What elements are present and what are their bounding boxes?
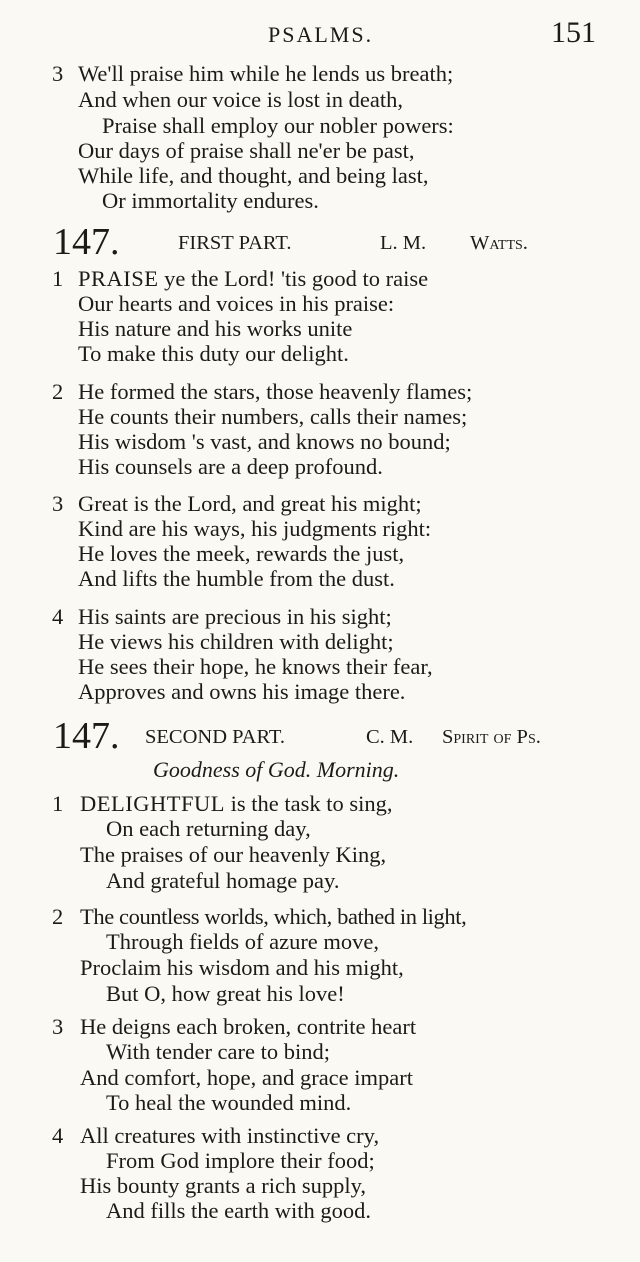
verse-line: His saints are precious in his sight; (78, 604, 392, 629)
stanza-number: 4 (52, 604, 64, 629)
stanza-number: 3 (52, 61, 64, 86)
verse-line: From God implore their food; (106, 1148, 375, 1173)
hymn-author: Watts. (470, 232, 528, 254)
verse-line: And comfort, hope, and grace impart (80, 1065, 414, 1090)
stanza-number: 2 (52, 904, 64, 929)
verse-line: He formed the stars, those heavenly flames; (78, 379, 473, 404)
verse-line: Approves and owns his image there. (78, 679, 406, 704)
verse-line: On each returning day, (106, 816, 311, 841)
hymn-subtitle: Goodness of God. Morning. (153, 757, 400, 782)
verse-line: He views his children with delight; (78, 629, 394, 654)
page-number: 151 (551, 16, 596, 49)
running-title: PSALMS. (268, 22, 374, 47)
verse-line: And when our voice is lost in death, (78, 87, 403, 112)
hymn-heading (0, 716, 640, 760)
stanza-number: 1 (52, 266, 64, 291)
hymn-number: 147. (53, 221, 120, 263)
verse-line: With tender care to bind; (106, 1039, 331, 1064)
verse-line: But O, how great his love! (106, 981, 345, 1006)
hymn-part: FIRST PART. (178, 232, 292, 254)
verse-line: His wisdom 's vast, and knows no bound; (78, 429, 451, 454)
hymn-number: 147. (53, 715, 120, 757)
verse-line: To heal the wounded mind. (106, 1090, 352, 1115)
hymn-meter: L. M. (380, 232, 427, 254)
verse-line: His counsels are a deep profound. (78, 454, 383, 479)
stanza-number: 1 (52, 791, 64, 816)
verse-line: And grateful homage pay. (106, 868, 340, 893)
verse-text: is the task to sing, (224, 791, 393, 816)
verse-line: Kind are his ways, his judgments right: (78, 516, 432, 541)
verse-line: Or immortality endures. (102, 188, 319, 213)
running-head (0, 18, 640, 52)
verse-line: The praises of our heavenly King, (80, 842, 387, 867)
verse-line: Our hearts and voices in his praise: (78, 291, 395, 316)
verse-line: Great is the Lord, and great his might; (78, 491, 422, 516)
verse-line: All creatures with instinctive cry, (80, 1123, 380, 1148)
stanza-number: 3 (52, 491, 64, 516)
verse-line: He counts their numbers, calls their names; (78, 404, 468, 429)
verse-line: Proclaim his wisdom and his might, (80, 955, 404, 980)
verse-line (78, 266, 428, 291)
verse-line: He sees their hope, he knows their fear, (78, 654, 433, 679)
hymn-heading (0, 222, 640, 266)
hymn-meter: C. M. (366, 726, 414, 748)
verse-line: His bounty grants a rich supply, (80, 1173, 367, 1198)
stanza-lead-word: PRAISE (78, 266, 159, 291)
stanza-number: 4 (52, 1123, 64, 1148)
stanza-number: 2 (52, 379, 64, 404)
verse-line: We'll praise him while he lends us breath; (78, 61, 454, 86)
verse-line: He loves the meek, rewards the just, (78, 541, 405, 566)
verse-line: His nature and his works unite (78, 316, 353, 341)
verse-text: ye the Lord! 'tis good to raise (158, 266, 429, 291)
verse-line: Praise shall employ our nobler powers: (102, 113, 454, 138)
verse-line: Our days of praise shall ne'er be past, (78, 138, 415, 163)
verse-line (80, 791, 392, 816)
verse-line: Through fields of azure move, (106, 929, 380, 954)
verse-line: To make this duty our delight. (78, 341, 349, 366)
verse-line: And fills the earth with good. (106, 1198, 371, 1223)
verse-line: The countless worlds, which, bathed in light, (80, 904, 467, 929)
verse-line: While life, and thought, and being last, (78, 163, 429, 188)
verse-line: He deigns each broken, contrite heart (80, 1014, 417, 1039)
verse-line: And lifts the humble from the dust. (78, 566, 395, 591)
hymn-part: SECOND PART. (145, 726, 286, 748)
stanza-lead-word: DELIGHTFUL (80, 791, 225, 816)
stanza-number: 3 (52, 1014, 64, 1039)
hymn-author: Spirit of Ps. (442, 726, 541, 748)
